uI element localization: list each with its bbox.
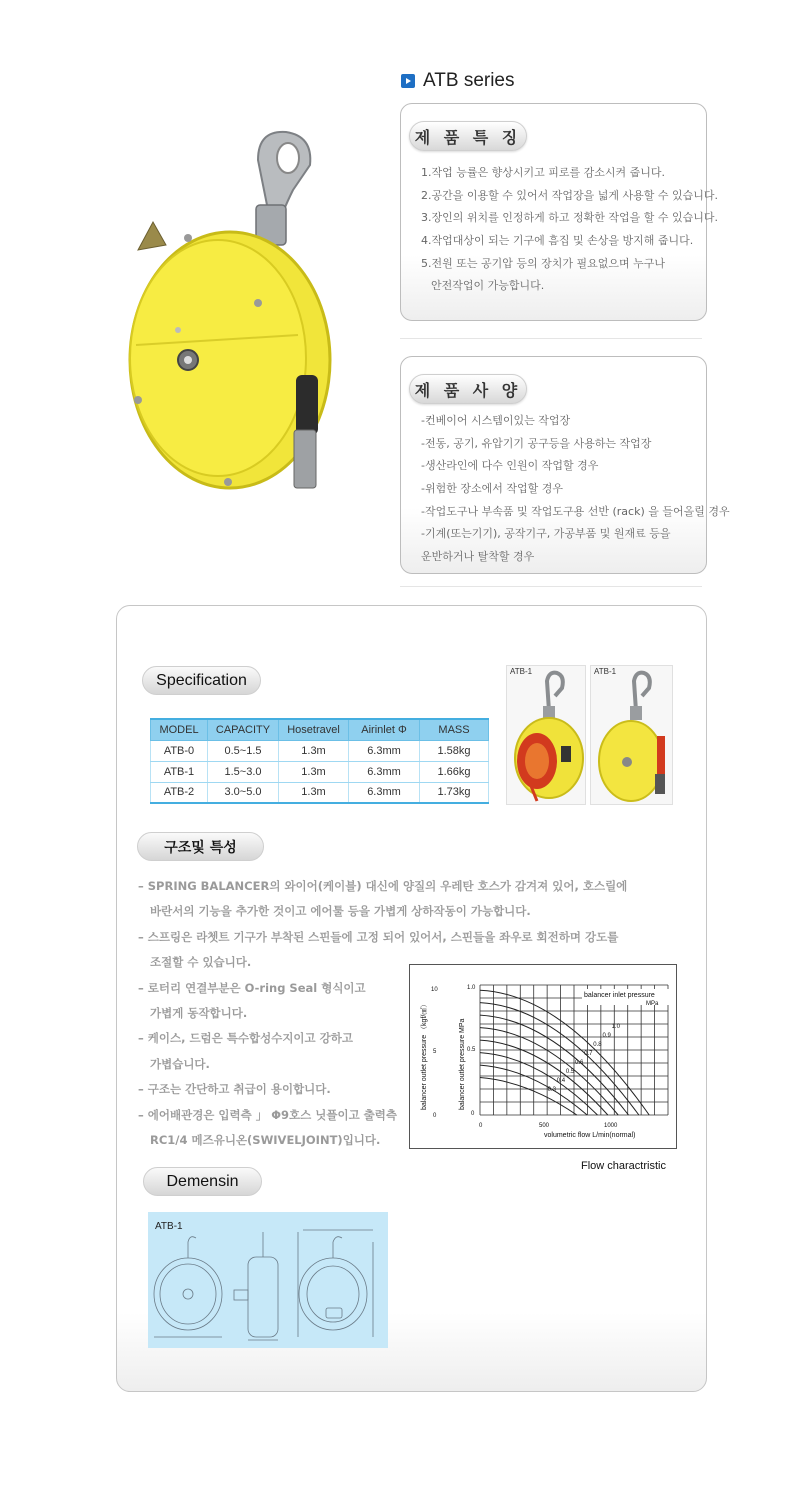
- x-axis-label: volumetric flow L/min(normal): [544, 1132, 636, 1139]
- dimension-label: ATB-1: [155, 1221, 183, 1232]
- product-image: [118, 120, 338, 500]
- product-photo-open: [507, 666, 587, 806]
- list-item: -생산라인에 다수 인원이 작업할 경우: [421, 459, 599, 473]
- curve-label: 0.6: [575, 1060, 584, 1067]
- inlet-pressure-label: balancer inlet pressure: [584, 992, 655, 999]
- table-cell: ATB-0: [151, 740, 208, 761]
- divider: [400, 338, 702, 339]
- table-cell: 1.73kg: [420, 782, 489, 803]
- table-cell: 6.3mm: [349, 782, 420, 803]
- table-header-row: [151, 719, 489, 740]
- product-thumbnail: [506, 665, 586, 805]
- table-cell: 1.58kg: [420, 740, 489, 761]
- column-header: CAPACITY: [208, 719, 279, 740]
- table-cell: 1.3m: [279, 761, 349, 782]
- y-tick: 5: [433, 1049, 437, 1055]
- divider: [400, 586, 702, 587]
- thumbnail-label: ATB-1: [510, 667, 533, 676]
- usage-list: [421, 410, 730, 569]
- table-cell: 6.3mm: [349, 761, 420, 782]
- series-heading: [401, 70, 515, 92]
- column-header: Airinlet Φ: [349, 719, 420, 740]
- flow-curve: [480, 1015, 629, 1115]
- list-item: 가볍게 동작합니다.: [150, 1005, 248, 1020]
- list-item: 바란서의 기능을 추가한 것이고 에어툴 등을 가볍게 상하작동이 가능합니다.: [150, 904, 531, 919]
- curve-label: 0.3: [547, 1087, 556, 1094]
- list-item: – 로터리 연결부분은 O-ring Seal 형식이고: [138, 980, 366, 995]
- curve-label: 0.5: [565, 1069, 575, 1076]
- usage-box: [400, 356, 730, 574]
- list-item: 5.전원 또는 공기압 등의 장치가 필요없으며 누구나: [421, 256, 665, 270]
- flow-chart: [409, 964, 677, 1149]
- list-item: -작업도구나 부속품 및 작업도구용 선반 (rack) 을 들어올릴 경우: [421, 504, 730, 518]
- dimension-title: Demensin: [143, 1167, 262, 1196]
- bullet-arrow-icon: [401, 74, 415, 88]
- list-item: – 스프링은 라쳇트 기구가 부착된 스핀들에 고정 되어 있어서, 스핀들을 좌우로 회전하며 강도를: [138, 929, 619, 944]
- list-item: 안전작업이 가능합니다.: [431, 279, 545, 293]
- list-item: -컨베이어 시스템이있는 작업장: [421, 414, 571, 427]
- list-item: 조절할 수 있습니다.: [150, 955, 252, 970]
- dimension-drawing: [148, 1212, 388, 1348]
- features-title: 제 품 특 징: [409, 121, 527, 151]
- structure-title: 구조및 특성: [137, 832, 264, 861]
- curve-label: 0.9: [602, 1033, 611, 1040]
- y-tick: 1.0: [467, 985, 476, 991]
- list-item: – SPRING BALANCER의 와이어(케이블) 대신에 양질의 우레탄 호스가 감겨져 있어, 호스릴에: [138, 879, 628, 893]
- x-tick: 1000: [604, 1123, 618, 1129]
- list-item: 2.공간을 이용할 수 있어서 작업장을 넓게 사용할 수 있습니다.: [421, 188, 718, 202]
- table-cell: 1.5~3.0: [208, 761, 279, 782]
- list-item: – 에어배관경은 입력측 」 Φ9호스 닛플이고 출력측: [138, 1107, 398, 1122]
- list-item: -위험한 장소에서 작업할 경우: [421, 482, 563, 496]
- dimension-drawing-svg: [148, 1212, 388, 1348]
- table-cell: ATB-1: [151, 761, 208, 782]
- table-cell: 3.0~5.0: [208, 782, 279, 803]
- table-cell: 6.3mm: [349, 740, 420, 761]
- thumbnail-label: ATB-1: [594, 667, 617, 676]
- specification-title: Specification: [142, 666, 261, 695]
- column-header: MASS: [420, 719, 489, 740]
- y-tick: 0.5: [467, 1047, 476, 1053]
- x-tick: 0: [479, 1123, 483, 1129]
- table-cell: 1.66kg: [420, 761, 489, 782]
- flow-chart-svg: [410, 965, 678, 1150]
- column-header: Hosetravel: [279, 719, 349, 740]
- list-item: 운반하거나 탈착할 경우: [421, 550, 535, 564]
- curve-label: 0.4: [556, 1078, 566, 1085]
- list-item: – 케이스, 드럼은 특수합성수지이고 강하고: [138, 1031, 353, 1046]
- y-axis-label-mpa: balancer outlet pressure MPa: [459, 1018, 466, 1110]
- spec-table: [150, 718, 489, 804]
- list-item: -기계(또는기기), 공작기구, 가공부품 및 원재료 등을: [421, 527, 671, 541]
- list-item: – 구조는 간단하고 취급이 용이합니다.: [138, 1082, 331, 1097]
- flow-curve: [480, 990, 649, 1115]
- features-box: [400, 103, 718, 321]
- curve-label: 0.7: [584, 1051, 593, 1058]
- product-photo-closed: [591, 666, 674, 806]
- flow-chart-caption: Flow charactristic: [581, 1160, 666, 1172]
- y-axis-label-kgf: balancer outlet pressure （kgf/㎠）: [421, 1000, 428, 1110]
- series-title: ATB series: [423, 70, 515, 91]
- table-cell: 0.5~1.5: [208, 740, 279, 761]
- list-item: 1.작업 능률은 향상시키고 피로를 감소시켜 줍니다.: [421, 166, 665, 179]
- table-cell: 1.3m: [279, 740, 349, 761]
- list-item: RC1/4 메즈유니온(SWIVELJOINT)입니다.: [150, 1132, 381, 1147]
- usage-title: 제 품 사 양: [409, 374, 527, 404]
- y-tick: 10: [431, 987, 438, 993]
- y-tick: 0: [433, 1113, 437, 1119]
- curve-label: 1.0: [611, 1024, 620, 1031]
- list-item: 3.장인의 위치를 인정하게 하고 정확한 작업을 할 수 있습니다.: [421, 211, 718, 225]
- table-row: [151, 782, 489, 803]
- y-tick: 0: [471, 1111, 475, 1117]
- table-cell: ATB-2: [151, 782, 208, 803]
- table-row: [151, 740, 489, 761]
- column-header: MODEL: [151, 719, 208, 740]
- table-row: [151, 761, 489, 782]
- curve-label: 0.8: [593, 1042, 602, 1049]
- list-item: -전동, 공기, 유압기기 공구등을 사용하는 작업장: [421, 436, 652, 450]
- list-item: 4.작업대상이 되는 기구에 흠집 및 손상을 방지해 줍니다.: [421, 234, 694, 248]
- x-tick: 500: [539, 1123, 550, 1129]
- table-cell: 1.3m: [279, 782, 349, 803]
- inlet-pressure-unit: MPa: [646, 1001, 659, 1007]
- product-thumbnail: [590, 665, 673, 805]
- list-item: 가볍습니다.: [150, 1056, 210, 1071]
- features-list: [421, 162, 718, 298]
